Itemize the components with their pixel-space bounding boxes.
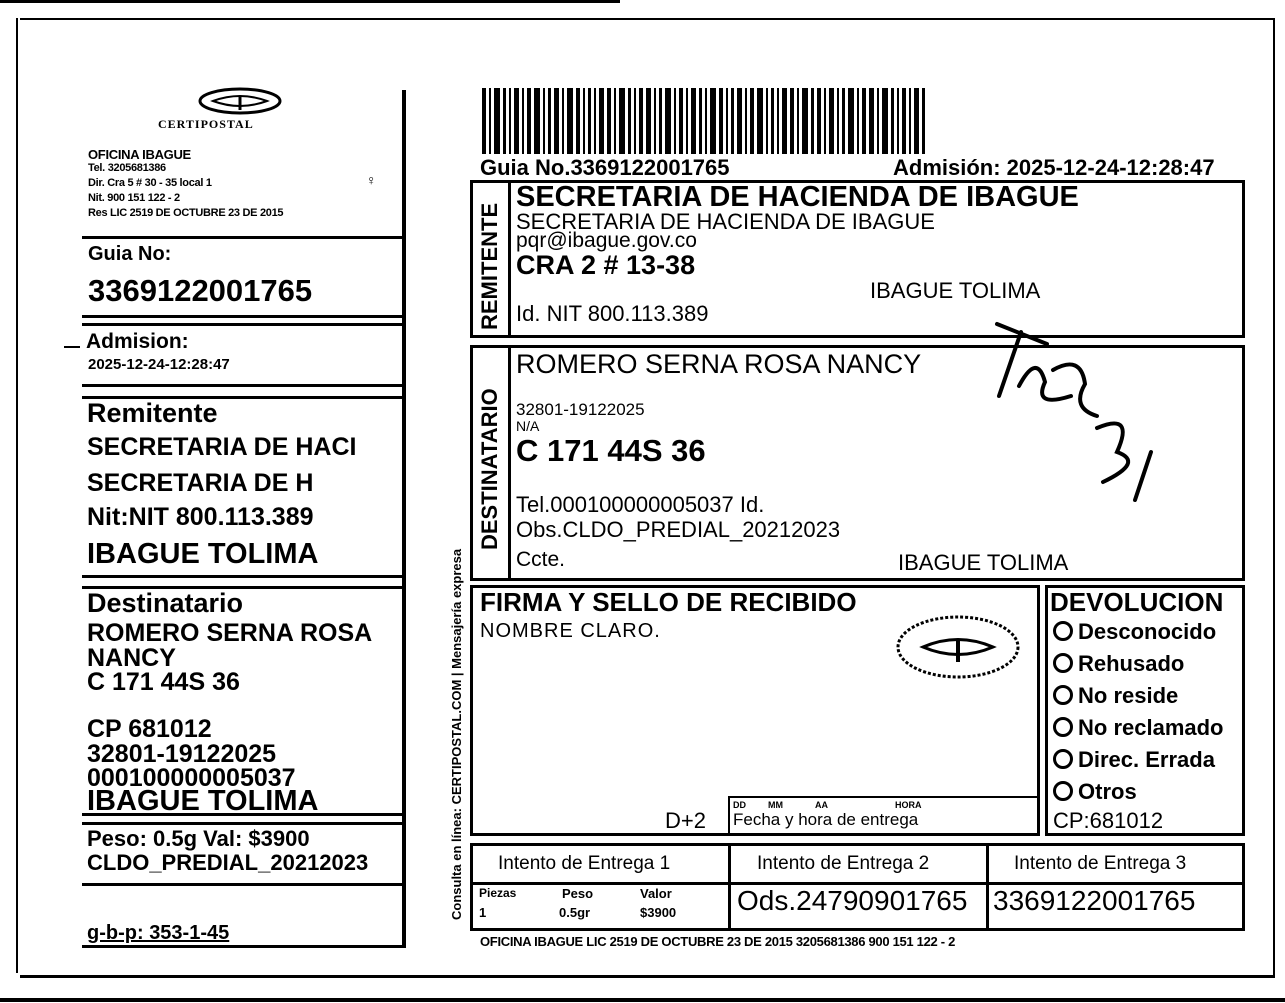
barcode-bar (567, 88, 573, 154)
office-name: OFICINA IBAGUE (88, 147, 191, 162)
devolucion-option-3[interactable] (1053, 683, 1178, 709)
handwritten-annotation-icon (985, 312, 1175, 502)
radio-icon (1053, 749, 1073, 769)
office-nit: Nit. 900 151 122 - 2 (88, 192, 180, 204)
devolucion-option-1[interactable] (1053, 619, 1216, 645)
valor-label: Valor (640, 886, 672, 901)
barcode-bar (897, 88, 899, 154)
left-remitente-nit: Nit:NIT 800.113.389 (87, 503, 314, 531)
top-edge-line-2 (20, 18, 1275, 20)
barcode-bar (829, 88, 834, 154)
barcode-bar (877, 88, 879, 154)
barcode-bar (891, 88, 894, 154)
left-peso-val: Peso: 0.5g Val: $3900 (87, 826, 310, 851)
office-tel: Tel. 3205681386 (88, 162, 166, 174)
option-label: Rehusado (1078, 651, 1185, 676)
logo-text: CERTIPOSTAL (158, 117, 254, 131)
barcode-bar (503, 88, 506, 154)
valor-value: $3900 (640, 905, 677, 920)
firma-d2: D+2 (665, 808, 706, 833)
certipostal-logo-icon (195, 86, 285, 118)
option-label: No reclamado (1078, 715, 1224, 740)
barcode-bar (548, 88, 551, 154)
barcode-bar (710, 88, 716, 154)
right-remitente-city: IBAGUE TOLIMA (870, 278, 1041, 303)
barcode-bar (614, 88, 616, 154)
admision-label: Admision: (86, 330, 189, 353)
left-destinatario-name1: ROMERO SERNA ROSA (87, 619, 373, 647)
left-destinatario-ref: 32801-19122025 (87, 740, 277, 768)
barcode-bar (654, 88, 656, 154)
barcode-bar (869, 88, 874, 154)
right-remitente-name-small: SECRETARIA DE HACIENDA DE IBAGUE (516, 209, 935, 234)
barcode-bar (705, 88, 707, 154)
barcode-bar (777, 88, 779, 154)
devolucion-title: DEVOLUCION (1050, 587, 1224, 617)
intento-3: Intento de Entrega 3 (1014, 853, 1187, 874)
guia-bottom: 3369122001765 (993, 885, 1196, 916)
left-destinatario-cp: CP 681012 (87, 715, 212, 743)
right-destinatario-tel: Tel.000100000005037 Id. (516, 492, 765, 517)
office-dir: Dir. Cra 5 # 30 - 35 local 1 (88, 177, 212, 189)
devolucion-option-5[interactable] (1053, 747, 1215, 773)
barcode-bar (489, 88, 491, 154)
right-remitente-email: pqr@ibague.gov.co (516, 229, 697, 252)
left-remitente-city: IBAGUE TOLIMA (87, 538, 319, 570)
barcode-bar (527, 88, 531, 154)
side-text: Consulta en línea: CERTIPOSTAL.COM | Mensajería expresa (449, 548, 464, 920)
peso-label: Peso (562, 886, 594, 901)
barcode-bar (750, 88, 754, 154)
barcode-bar (797, 88, 799, 154)
barcode-bar (583, 88, 585, 154)
barcode-bar (824, 88, 826, 154)
barcode (482, 88, 928, 154)
barcode-bar (534, 88, 540, 154)
option-label: Direc. Errada (1078, 747, 1215, 772)
small-logo-icon: ♀ (366, 172, 377, 188)
option-label: Desconocido (1078, 619, 1217, 644)
left-remitente-title: Remitente (87, 398, 218, 428)
right-remitente-id: Id. NIT 800.113.389 (516, 301, 709, 326)
barcode-bar (554, 88, 559, 154)
barcode-bar (607, 88, 611, 154)
barcode-bar (817, 88, 821, 154)
fecha-aa: AA (815, 800, 828, 810)
barcode-bar (686, 88, 688, 154)
barcode-bar (509, 88, 511, 154)
right-remitente-address: CRA 2 # 13-38 (516, 250, 696, 280)
barcode-bar (766, 88, 768, 154)
barcode-bar (646, 88, 651, 154)
barcode-bar (494, 88, 500, 154)
barcode-bar (848, 88, 854, 154)
remitente-side-label: REMITENTE (477, 202, 502, 330)
firma-title: FIRMA Y SELLO DE RECIBIDO (480, 587, 857, 617)
guia-number: 3369122001765 (88, 273, 313, 308)
right-guia-header: Guia No.3369122001765 (480, 155, 730, 180)
barcode-bar (639, 88, 643, 154)
left-destinatario-name2: NANCY (87, 644, 176, 672)
barcode-bar (576, 88, 580, 154)
barcode-bar (628, 88, 631, 154)
barcode-bar (857, 88, 859, 154)
barcode-bar (902, 88, 906, 154)
barcode-bar (634, 88, 636, 154)
right-remitente-name-big: SECRETARIA DE HACIENDA DE IBAGUE (516, 181, 1079, 213)
option-label: Otros (1078, 779, 1137, 804)
barcode-bar (699, 88, 702, 154)
barcode-bar (771, 88, 774, 154)
barcode-bar (482, 88, 486, 154)
radio-icon (1053, 781, 1073, 801)
radio-icon (1053, 653, 1073, 673)
guia-label: Guia No: (88, 243, 172, 265)
barcode-bar (802, 88, 808, 154)
fecha-mm: MM (768, 800, 783, 810)
intento-1: Intento de Entrega 1 (498, 853, 671, 874)
fecha-hora: HORA (895, 800, 922, 810)
left-destinatario-city: IBAGUE TOLIMA (87, 785, 319, 817)
devolucion-option-6[interactable] (1053, 779, 1137, 805)
left-remitente-line1: SECRETARIA DE HACI (87, 433, 357, 461)
right-destinatario-ref: 32801-19122025 (516, 400, 645, 419)
remitente-divider (508, 180, 511, 338)
option-label: No reside (1078, 683, 1179, 708)
barcode-bar (659, 88, 662, 154)
barcode-bar (619, 88, 625, 154)
barcode-bar (782, 88, 787, 154)
devolucion-cp: CP:681012 (1053, 808, 1164, 833)
right-destinatario-obs: Obs.CLDO_PREDIAL_20212023 (516, 517, 841, 542)
left-edge-line (16, 18, 18, 973)
barcode-bar (562, 88, 564, 154)
admision-value: 2025-12-24-12:28:47 (88, 356, 230, 373)
barcode-bar (745, 88, 747, 154)
bottom-edge-line (20, 975, 1275, 978)
right-destinatario-city: IBAGUE TOLIMA (898, 550, 1069, 575)
barcode-bar (665, 88, 671, 154)
barcode-bar (882, 88, 888, 154)
intento-2: Intento de Entrega 2 (757, 853, 930, 874)
right-destinatario-ccte: Ccte. (516, 548, 566, 571)
devolucion-option-4[interactable] (1053, 715, 1224, 741)
barcode-bar (514, 88, 519, 154)
barcode-bar (543, 88, 545, 154)
barcode-bar (757, 88, 763, 154)
right-destinatario-name: ROMERO SERNA ROSA NANCY (516, 349, 922, 379)
fecha-dd: DD (733, 800, 746, 810)
right-admision-header: Admisión: 2025-12-24-12:28:47 (893, 155, 1215, 180)
radio-icon (1053, 685, 1073, 705)
left-destinatario-title: Destinatario (87, 588, 244, 618)
barcode-bar (914, 88, 919, 154)
barcode-bar (731, 88, 734, 154)
right-footer: OFICINA IBAGUE LIC 2519 DE OCTUBRE 23 DE 2015 3205681386 900 151 122 - 2 (480, 934, 956, 949)
piezas-value: 1 (479, 905, 487, 920)
barcode-bar (811, 88, 814, 154)
barcode-bar (719, 88, 723, 154)
ods-number: Ods.24790901765 (737, 885, 968, 916)
barcode-bar (790, 88, 794, 154)
right-destinatario-na: N/A (516, 418, 540, 434)
office-resolution: Res LIC 2519 DE OCTUBRE 23 DE 2015 (88, 207, 284, 219)
barcode-bar (922, 88, 925, 154)
barcode-bar (909, 88, 911, 154)
barcode-bar (594, 88, 596, 154)
barcode-bar (679, 88, 683, 154)
top-edge-line (0, 0, 620, 3)
bottom-edge-line-2 (0, 998, 1285, 1002)
left-obs: CLDO_PREDIAL_20212023 (87, 850, 369, 875)
devolucion-option-2[interactable] (1053, 651, 1184, 677)
destinatario-side-label: DESTINATARIO (477, 388, 502, 550)
firma-nombre: NOMBRE CLARO. (480, 620, 661, 642)
barcode-bar (862, 88, 866, 154)
peso-value: 0.5gr (559, 905, 591, 920)
barcode-bar (691, 88, 696, 154)
barcode-bar (599, 88, 604, 154)
barcode-bar (842, 88, 845, 154)
barcode-bar (737, 88, 742, 154)
left-remitente-line2: SECRETARIA DE H (87, 469, 314, 497)
radio-icon (1053, 717, 1073, 737)
left-destinatario-address: C 171 44S 36 (87, 668, 240, 696)
piezas-label: Piezas (479, 886, 517, 900)
left-gbp: g-b-p: 353-1-45 (87, 922, 230, 944)
left-destinatario-tel: 000100000005037 (87, 764, 296, 792)
certipostal-stamp-icon (893, 612, 1023, 682)
fecha-label: Fecha y hora de entrega (733, 810, 919, 829)
radio-icon (1053, 621, 1073, 641)
right-edge-line (1273, 18, 1275, 978)
right-destinatario-address: C 171 44S 36 (516, 433, 706, 468)
barcode-bar (588, 88, 591, 154)
barcode-bar (837, 88, 839, 154)
barcode-bar (522, 88, 524, 154)
destinatario-divider (508, 345, 511, 581)
dash-mark (64, 346, 80, 348)
barcode-bar (674, 88, 676, 154)
barcode-bar (726, 88, 728, 154)
